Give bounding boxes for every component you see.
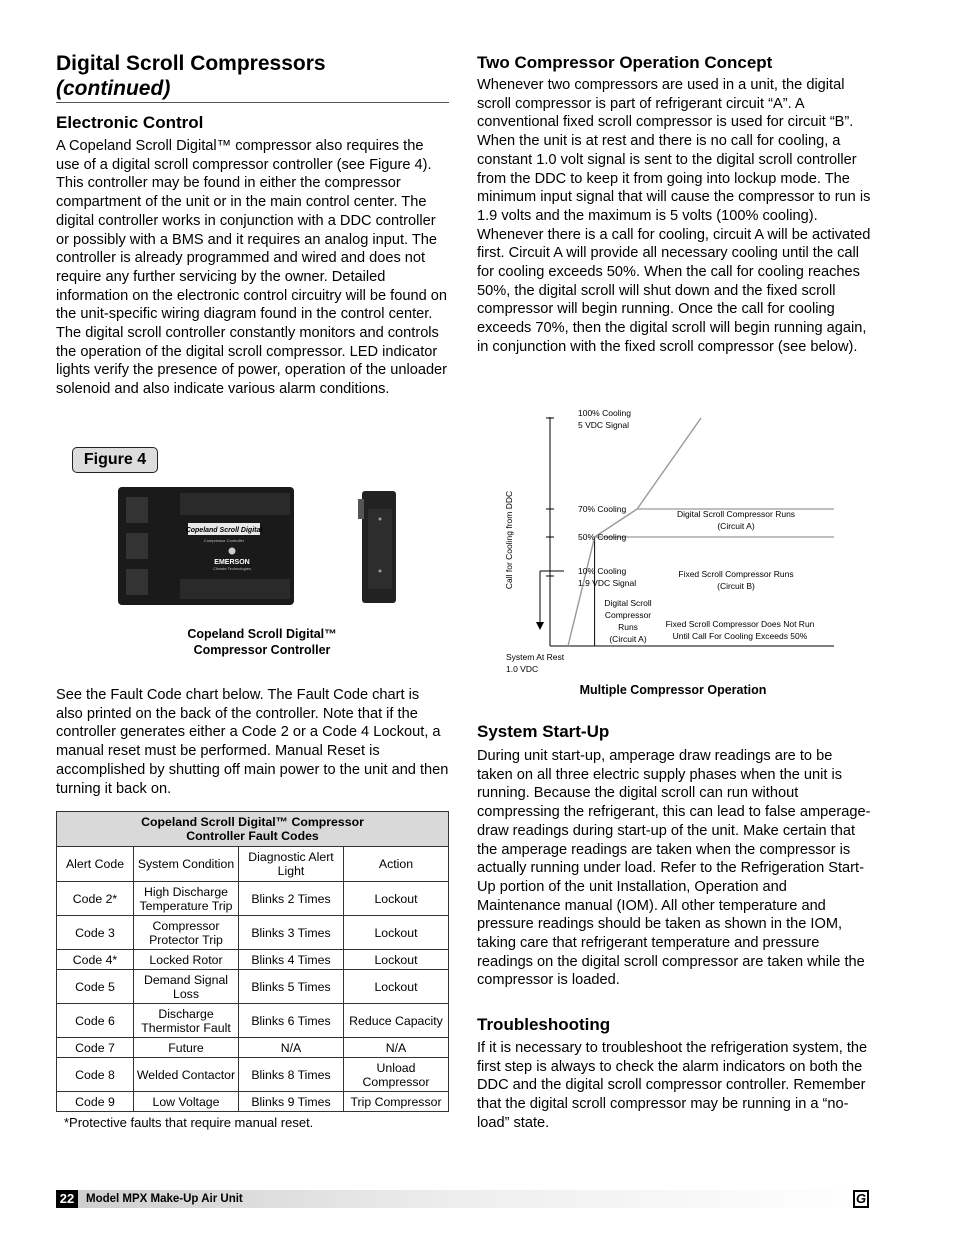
fault-footnote: *Protective faults that require manual reset. [64, 1115, 314, 1130]
table-cell: Code 2* [57, 882, 134, 916]
figure-4-caption-line2: Compressor Controller [193, 643, 331, 657]
table-cell: Code 3 [57, 916, 134, 950]
brand-logo-icon: G [853, 1190, 869, 1208]
header-cell: Alert Code [57, 847, 134, 882]
table-cell: Future [134, 1038, 239, 1058]
table-cell: Code 7 [57, 1038, 134, 1058]
chart-y-label: 10% Cooling [578, 566, 627, 576]
table-row [57, 950, 449, 970]
table-cell: Lockout [344, 950, 449, 970]
device-brand: Copeland Scroll Digital [185, 527, 263, 534]
chart-caption: Multiple Compressor Operation [579, 683, 767, 697]
device-sub: Compressor Controller [203, 538, 245, 543]
table-row [57, 1092, 449, 1112]
table-cell: Welded Contactor [134, 1058, 239, 1092]
fault-intro-text: See the Fault Code chart below. The Fault Code chart is also printed on the back of the controller. Note that if the controller generates either a Code 2 or a Code 4 Lockout, a manual reset must be performed. Manual Reset is accomplished by shutting off main power to the unit and then turning it back on. [56, 687, 449, 797]
region-fixed-b-line1: Fixed Scroll Compressor Runs [678, 569, 794, 579]
region-digital-low-line2: Compressor [604, 610, 652, 620]
table-cell: N/A [344, 1038, 449, 1058]
chart-y-label: 50% Cooling [578, 532, 627, 542]
chart-y-label: 1.0 VDC [506, 664, 539, 674]
table-cell: Locked Rotor [134, 950, 239, 970]
fault-table-title [57, 812, 449, 847]
region-digital-low-line4: (Circuit A) [609, 634, 647, 644]
chart-arrow-head [536, 622, 544, 630]
chart-series-line [637, 418, 701, 509]
region-digital-low-line3: Runs [618, 622, 638, 632]
table-row [57, 916, 449, 950]
table-cell: Code 5 [57, 970, 134, 1004]
table-row [57, 1038, 449, 1058]
table-cell: Lockout [344, 916, 449, 950]
footer-title: Model MPX Make-Up Air Unit [86, 1193, 243, 1205]
fault-table-title-line1: Copeland Scroll Digital™ Compressor [141, 815, 364, 829]
electronic-control-heading: Electronic Control [56, 113, 204, 132]
table-cell: High Discharge Temperature Trip [134, 882, 239, 916]
table-cell: N/A [239, 1038, 344, 1058]
electronic-control-text: A Copeland Scroll Digital™ compressor also requires the use of a digital scroll compressor controller (see Figure 4). This controller may be found in either the compressor compartment of the unit or in the main control center. The digital controller works in conjunction with a DDC controller or possibly with a BMS and it requires an analog input. The controller is already programmed and wired and does not require any further servicing by the owner. Detailed information on the electronic control circuitry will be found on the unit-specific wiring diagram found in the control center. The digital scroll controller constantly monitors and controls the operation of the digital scroll compressor. LED indicator lights verify the presence of power, operation of the unloader solenoid and also indicate various alarm conditions. [56, 138, 448, 398]
table-row [57, 882, 449, 916]
header-cell: Action [344, 847, 449, 882]
two-compressor-heading: Two Compressor Operation Concept [477, 53, 773, 72]
figure-4-label: Figure 4 [72, 447, 158, 473]
chart-series-line [568, 537, 595, 646]
table-cell: Blinks 8 Times [239, 1058, 344, 1092]
table-cell: Reduce Capacity [344, 1004, 449, 1038]
table-cell: Blinks 6 Times [239, 1004, 344, 1038]
device-maker-sub: Climate Technologies [213, 566, 251, 571]
table-cell: Compressor Protector Trip [134, 916, 239, 950]
device-maker: EMERSON [214, 559, 250, 566]
region-fixed-not-line2: Until Call For Cooling Exceeds 50% [672, 631, 808, 641]
system-startup-heading: System Start-Up [477, 722, 610, 741]
chart-y-label: System At Rest [506, 652, 565, 662]
table-cell: Demand Signal Loss [134, 970, 239, 1004]
region-digital-a-line1: Digital Scroll Compressor Runs [676, 509, 796, 519]
region-digital-a-line2: (Circuit A) [717, 521, 755, 531]
region-fixed-not-line1: Fixed Scroll Compressor Does Not Run [665, 619, 815, 629]
chart-region-labels [604, 509, 814, 644]
header-cell: System Condition [134, 847, 239, 882]
table-cell: Code 6 [57, 1004, 134, 1038]
fault-table-title-line2: Controller Fault Codes [186, 829, 319, 843]
table-row [57, 970, 449, 1004]
region-fixed-b-line2: (Circuit B) [717, 581, 755, 591]
figure-4-caption [118, 626, 406, 658]
table-cell: Unload Compressor [344, 1058, 449, 1092]
header-cell: Diagnostic Alert Light [239, 847, 344, 882]
two-compressor-text: Whenever two compressors are used in a unit, the digital scroll compressor is part of refrigerant circuit “A”. A conventional fixed scroll compressor is used for circuit “B”. When the unit is at rest and there is no call for cooling, a constant 1.0 volt signal is sent to the digital scroll controller from the DDC to keep it from going into lockup mode. The minimum input signal that will cause the compressor to run is 1.9 volts and the maximum is 5 volts (100% cooling). Whenever there is a call for cooling, circuit A will be activated first. Circuit A will provide all necessary cooling until the call for cooling exceeds 50%. When the call for cooling reaches 50%, the digital scroll will shut down and the fixed scroll compressor will begin running. Once the call for cooling exceeds 70%, then the digital scroll will begin running again, in conjunction with the fixed scroll compressor (see below). [477, 77, 871, 355]
page-subtitle: (continued) [56, 77, 171, 100]
figure-4-caption-line1: Copeland Scroll Digital™ [187, 627, 337, 641]
chart-y-label: 5 VDC Signal [578, 420, 630, 430]
table-cell: Blinks 4 Times [239, 950, 344, 970]
controller-image [118, 483, 296, 608]
table-cell: Blinks 3 Times [239, 916, 344, 950]
table-cell: Discharge Thermistor Fault [134, 1004, 239, 1038]
table-header-row [57, 847, 449, 882]
table-cell: Lockout [344, 970, 449, 1004]
table-cell: Blinks 9 Times [239, 1092, 344, 1112]
chart-y-label: 1.9 VDC Signal [578, 578, 637, 588]
table-cell: Trip Compressor [344, 1092, 449, 1112]
table-cell: Lockout [344, 882, 449, 916]
chart-y-label: 70% Cooling [578, 504, 627, 514]
fault-code-table [56, 811, 449, 1112]
chart-y-label: 100% Cooling [578, 408, 631, 418]
region-digital-low-line1: Digital Scroll [604, 598, 652, 608]
table-cell: Code 8 [57, 1058, 134, 1092]
system-startup-text: During unit start-up, amperage draw readings are to be taken on all three electric supply phases when the unit is running. Because the digital scroll can run without compressing the refrigerant, this can lead to false amperage-draw readings during start-up of the unit. Make certain that the amperage readings are taken when the compressor is actually running under load. Refer to the Refrigeration Start-Up portion of the unit Installation, Operation and Maintenance manual (IOM). All other temperature and pressure readings should be taken as shown in the IOM, taking care that refrigerant temperature and pressure readings on the digital scroll compressor are taken while the compressor is loaded. [477, 748, 871, 989]
multiple-compressor-chart [500, 405, 850, 675]
page-number: 22 [56, 1190, 78, 1208]
title-divider [56, 102, 449, 103]
table-row [57, 1004, 449, 1038]
table-cell: Blinks 2 Times [239, 882, 344, 916]
page-title: Digital Scroll Compressors [56, 52, 326, 75]
chart-y-axis-label: Call for Cooling from DDC [504, 490, 514, 590]
table-cell: Blinks 5 Times [239, 970, 344, 1004]
table-cell: Code 4* [57, 950, 134, 970]
table-row [57, 1058, 449, 1092]
troubleshooting-text: If it is necessary to troubleshoot the refrigeration system, the first step is always to check the alarm indicators on both the DDC and the digital scroll compressor controller. Remember that the digital scroll compressor may be running in a “no-load” state. [477, 1040, 868, 1131]
controller-side-image [358, 489, 398, 606]
troubleshooting-heading: Troubleshooting [477, 1015, 611, 1034]
table-cell: Code 9 [57, 1092, 134, 1112]
table-cell: Low Voltage [134, 1092, 239, 1112]
